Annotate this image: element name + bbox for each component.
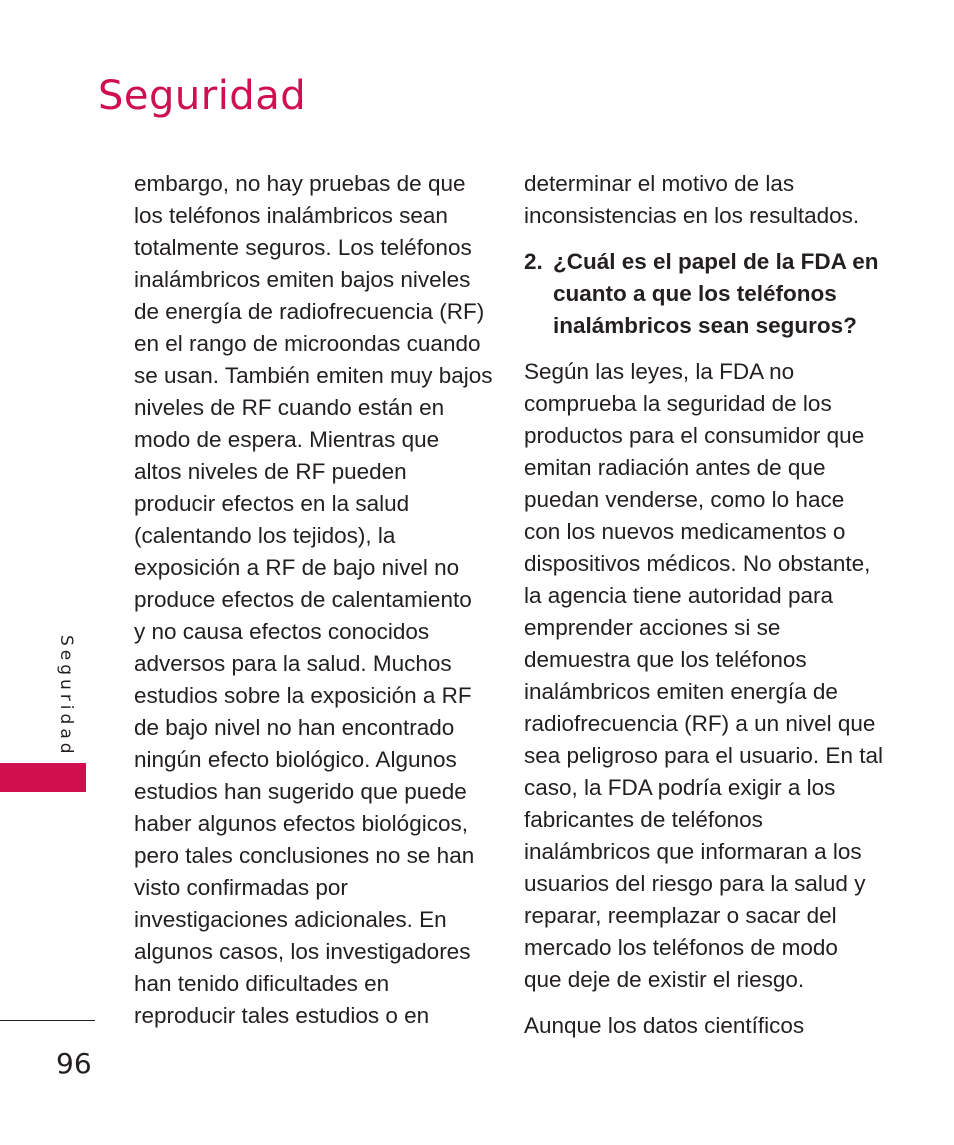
left-column [134, 168, 493, 1032]
text-line: (calentando los tejidos), la [134, 523, 396, 548]
text-line: estudios sobre la exposición a RF [134, 683, 472, 708]
text-line: la agencia tiene autoridad para [524, 583, 833, 608]
question-line: inalámbricos sean seguros? [553, 313, 857, 338]
text-line: haber algunos efectos biológicos, [134, 811, 468, 836]
right-column [524, 168, 883, 1042]
text-line: investigaciones adicionales. En [134, 907, 447, 932]
text-line: inalámbricos emiten energía de [524, 679, 838, 704]
side-tab-label: Seguridad [56, 635, 76, 758]
text-line: niveles de RF cuando están en [134, 395, 445, 420]
question-text [553, 246, 880, 342]
text-line: algunos casos, los investigadores [134, 939, 471, 964]
text-line: adversos para la salud. Muchos [134, 651, 452, 676]
question-number: 2. [524, 249, 543, 274]
text-line: inconsistencias en los resultados. [524, 203, 860, 228]
text-line: mercado los teléfonos de modo [524, 935, 838, 960]
text-line: emprender acciones si se [524, 615, 781, 640]
text-line: inalámbricos emiten bajos niveles [134, 267, 471, 292]
text-line: de bajo nivel no han encontrado [134, 715, 455, 740]
text-line: reparar, reemplazar o sacar del [524, 903, 837, 928]
text-line: producir efectos en la salud [134, 491, 410, 516]
question-line: ¿Cuál es el papel de la FDA en [553, 249, 879, 274]
text-line: sea peligroso para el usuario. En tal [524, 743, 883, 768]
text-line: produce efectos de calentamiento [134, 587, 472, 612]
text-line: ningún efecto biológico. Algunos [134, 747, 457, 772]
text-line: usuarios del riesgo para la salud y [524, 871, 866, 896]
text-line: puedan venderse, como lo hace [524, 487, 845, 512]
question-heading [524, 246, 880, 342]
text-line: totalmente seguros. Los teléfonos [134, 235, 472, 260]
text-line: embargo, no hay pruebas de que [134, 171, 466, 196]
body-paragraph-continued [134, 168, 493, 1032]
text-line: estudios han sugerido que puede [134, 779, 467, 804]
body-paragraph-intro [524, 168, 880, 232]
text-line: fabricantes de teléfonos [524, 807, 763, 832]
text-line: radiofrecuencia (RF) a un nivel que [524, 711, 876, 736]
text-line: los teléfonos inalámbricos sean [134, 203, 448, 228]
text-line: altos niveles de RF pueden [134, 459, 407, 484]
text-line: determinar el motivo de las [524, 171, 795, 196]
text-line: inalámbricos que informaran a los [524, 839, 862, 864]
text-line: caso, la FDA podría exigir a los [524, 775, 836, 800]
text-line: que deje de existir el riesgo. [524, 967, 805, 992]
text-line: en el rango de microondas cuando [134, 331, 481, 356]
text-line: Aunque los datos científicos [524, 1013, 805, 1038]
text-line: visto confirmadas por [134, 875, 348, 900]
text-line: modo de espera. Mientras que [134, 427, 440, 452]
text-line: de energía de radiofrecuencia (RF) [134, 299, 485, 324]
text-line: con los nuevos medicamentos o [524, 519, 846, 544]
text-line: dispositivos médicos. No obstante, [524, 551, 871, 576]
text-line: han tenido dificultades en [134, 971, 390, 996]
side-tab-marker [0, 763, 86, 792]
footer-divider [0, 1020, 95, 1021]
text-line: y no causa efectos conocidos [134, 619, 430, 644]
text-line: emitan radiación antes de que [524, 455, 826, 480]
text-line: se usan. También emiten muy bajos [134, 363, 493, 388]
text-line: demuestra que los teléfonos [524, 647, 807, 672]
text-line: comprueba la seguridad de los [524, 391, 832, 416]
closing-paragraph [524, 1010, 880, 1042]
answer-paragraph [524, 356, 883, 996]
text-line: exposición a RF de bajo nivel no [134, 555, 460, 580]
page-title: Seguridad [98, 73, 307, 119]
text-line: pero tales conclusiones no se han [134, 843, 475, 868]
text-line: reproducir tales estudios o en [134, 1003, 430, 1028]
text-line: Según las leyes, la FDA no [524, 359, 795, 384]
text-line: productos para el consumidor que [524, 423, 865, 448]
question-line: cuanto a que los teléfonos [553, 281, 837, 306]
page-number: 96 [56, 1047, 92, 1080]
